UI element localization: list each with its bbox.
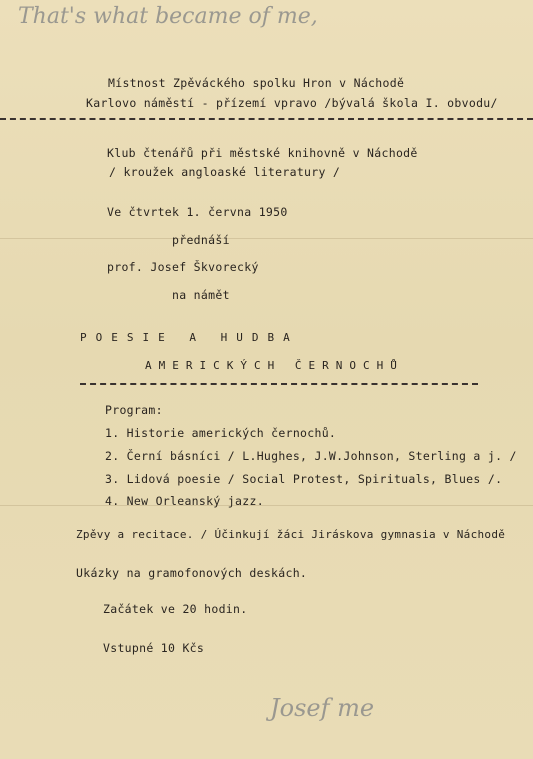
dashed-rule-top: [0, 118, 533, 120]
paper-fold: [0, 238, 533, 239]
start-time: Začátek ve 20 hodin.: [103, 602, 248, 616]
club-name: Klub čtenářů při městské knihovně v Náchodě: [107, 146, 418, 160]
program-item: 4. New Orleanský jazz.: [105, 494, 264, 508]
records-note: Ukázky na gramofonových deskách.: [76, 566, 308, 580]
header-venue: Místnost Zpěváckého spolku Hron v Náchodě: [108, 76, 405, 90]
event-speaker: prof. Josef Škvorecký: [107, 260, 259, 274]
lecture-title-line2: AMERICKÝCH ČERNOCHŮ: [145, 359, 404, 372]
songs-recitation: Zpěvy a recitace. / Účinkují žáci Jiráskova gymnasia v Náchodě: [76, 528, 506, 541]
program-heading: Program:: [105, 403, 163, 417]
dashed-rule-title: [80, 383, 478, 385]
header-address: Karlovo náměstí - přízemí vpravo /bývalá škola I. obvodu/: [86, 96, 498, 110]
paper-fold: [0, 505, 533, 506]
program-item: 1. Historie amerických černochů.: [105, 426, 337, 440]
handwritten-top-note: That's what became of me,: [18, 4, 318, 29]
event-topic-intro: na námět: [172, 288, 230, 302]
program-item: 2. Černí básníci / L.Hughes, J.W.Johnson, Sterling a j. /: [105, 449, 517, 463]
handwritten-bottom-note: Josef me: [270, 694, 375, 722]
event-verb: přednáší: [172, 233, 230, 247]
entry-fee: Vstupné 10 Kčs: [103, 641, 205, 655]
lecture-title-line1: POESIE A HUDBA: [80, 331, 299, 344]
club-subtitle: / kroužek angloaské literatury /: [109, 165, 341, 179]
program-item: 3. Lidová poesie / Social Protest, Spirituals, Blues /.: [105, 472, 503, 486]
event-date: Ve čtvrtek 1. června 1950: [107, 205, 288, 219]
